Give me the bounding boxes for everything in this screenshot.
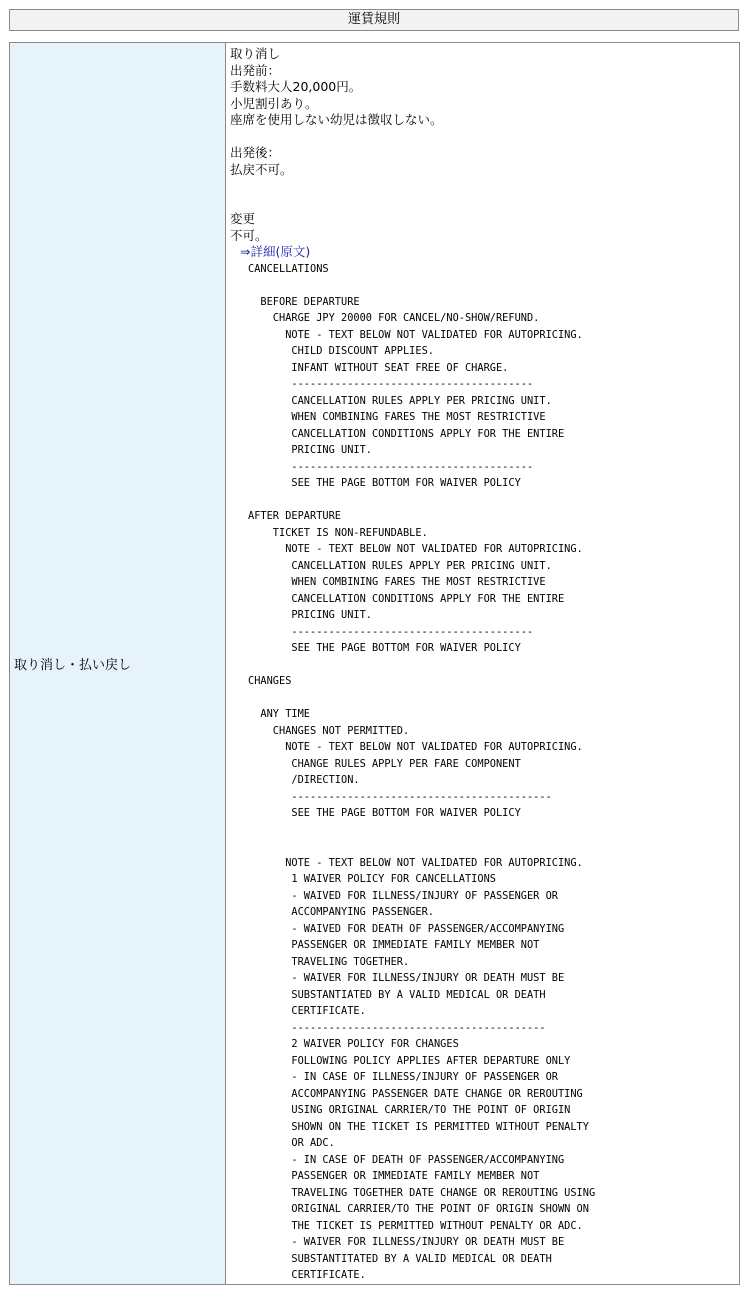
original-text-line: NOTE - TEXT BELOW NOT VALIDATED FOR AUTOPRICING.: [248, 543, 583, 555]
original-text-line: SUBSTANTITATED BY A VALID MEDICAL OR DEATH: [248, 1252, 552, 1265]
original-text-line: [248, 690, 739, 707]
original-text-line: -----------------------------------------: [248, 1021, 546, 1034]
original-text-line: [248, 657, 739, 674]
original-text-line: CANCELLATION CONDITIONS APPLY FOR THE ENTIRE: [248, 427, 565, 440]
original-text-line: - WAIVED FOR DEATH OF PASSENGER/ACCOMPANYING: [248, 922, 565, 935]
original-text-line: CHANGES: [248, 675, 292, 687]
original-text-line: CANCELLATION RULES APPLY PER PRICING UNIT.: [248, 394, 552, 407]
original-text-line: - WAIVED FOR ILLNESS/INJURY OF PASSENGER OR: [248, 889, 558, 902]
original-text-line: [248, 838, 739, 855]
original-text-line: CERTIFICATE.: [248, 1005, 366, 1017]
original-text-line: INFANT WITHOUT SEAT FREE OF CHARGE.: [248, 361, 509, 374]
original-text-line: THE TICKET IS PERMITTED WITHOUT PENALTY OR ADC.: [248, 1219, 583, 1232]
original-text-line: CHILD DISCOUNT APPLIES.: [248, 345, 434, 357]
original-text-line: ANY TIME: [248, 708, 310, 720]
original-text-line: PRICING UNIT.: [248, 609, 372, 621]
original-text-line: 2 WAIVER POLICY FOR CHANGES: [248, 1038, 459, 1050]
summary-line: [230, 129, 739, 146]
original-text-line: WHEN COMBINING FARES THE MOST RESTRICTIVE: [248, 411, 546, 423]
original-text-line: [248, 492, 739, 509]
original-text-line: PRICING UNIT.: [248, 444, 372, 456]
original-text-line: ---------------------------------------: [248, 625, 534, 638]
original-text-line: TRAVELING TOGETHER DATE CHANGE OR REROUTING USING: [248, 1186, 596, 1199]
original-text-line: /DIRECTION.: [248, 774, 360, 786]
original-text-line: [248, 822, 739, 839]
rule-summary: [226, 43, 739, 261]
original-text-line: CHANGE RULES APPLY PER FARE COMPONENT: [248, 757, 521, 770]
original-text-line: FOLLOWING POLICY APPLIES AFTER DEPARTURE ONLY: [248, 1054, 571, 1067]
original-text-line: - WAIVER FOR ILLNESS/INJURY OR DEATH MUST BE: [248, 1236, 565, 1248]
summary-line: 不可。: [230, 227, 268, 243]
summary-line: 取り消し: [230, 46, 281, 61]
original-text-line: PASSENGER OR IMMEDIATE FAMILY MEMBER NOT: [248, 939, 540, 951]
original-text-line: TRAVELING TOGETHER.: [248, 955, 410, 968]
original-text-line: BEFORE DEPARTURE: [248, 295, 360, 308]
original-text-line: [248, 277, 739, 294]
summary-line: 小児割引あり。: [230, 95, 318, 111]
original-text-line: SHOWN ON THE TICKET IS PERMITTED WITHOUT PENALTY: [248, 1120, 589, 1133]
original-text-line: NOTE - TEXT BELOW NOT VALIDATED FOR AUTOPRICING.: [248, 856, 583, 869]
original-text-line: SEE THE PAGE BOTTOM FOR WAIVER POLICY: [248, 807, 521, 819]
original-text-line: - IN CASE OF DEATH OF PASSENGER/ACCOMPANYING: [248, 1153, 565, 1166]
summary-line: 変更: [230, 211, 256, 226]
original-text-line: - IN CASE OF ILLNESS/INJURY OF PASSENGER OR: [248, 1071, 558, 1083]
summary-line: 出発後：: [230, 145, 281, 160]
summary-line: 座席を使用しない幼児は徴収しない。: [230, 112, 443, 127]
original-text-line: NOTE - TEXT BELOW NOT VALIDATED FOR AUTOPRICING.: [248, 328, 583, 341]
original-text-line: SUBSTANTIATED BY A VALID MEDICAL OR DEATH: [248, 988, 546, 1001]
original-text-line: ---------------------------------------: [248, 378, 534, 390]
original-text-line: SEE THE PAGE BOTTOM FOR WAIVER POLICY: [248, 477, 521, 489]
page-title: 運賃規則: [9, 9, 739, 31]
table-row: [10, 43, 740, 1285]
original-text-line: ACCOMPANYING PASSENGER.: [248, 906, 434, 918]
original-rule-text: [226, 261, 739, 1284]
original-text-line: ACCOMPANYING PASSENGER DATE CHANGE OR REROUTING: [248, 1087, 583, 1100]
summary-line: 手数料大人20,000円。: [230, 79, 362, 94]
rule-content: [226, 43, 740, 1285]
original-text-line: CANCELLATION CONDITIONS APPLY FOR THE ENTIRE: [248, 592, 565, 605]
summary-line: 出発前：: [230, 62, 281, 78]
original-text-line: ORIGINAL CARRIER/TO THE POINT OF ORIGIN SHOWN ON: [248, 1203, 589, 1215]
original-text-line: SEE THE PAGE BOTTOM FOR WAIVER POLICY: [248, 642, 521, 654]
summary-line: [230, 195, 739, 212]
original-text-line: WHEN COMBINING FARES THE MOST RESTRICTIVE: [248, 576, 546, 588]
detail-original-link[interactable]: ⇒詳細(原文): [240, 244, 311, 259]
original-text-line: ---------------------------------------: [248, 460, 534, 473]
original-text-line: CANCELLATION RULES APPLY PER PRICING UNIT.: [248, 559, 552, 572]
original-text-line: NOTE - TEXT BELOW NOT VALIDATED FOR AUTOPRICING.: [248, 741, 583, 753]
original-text-line: CHANGES NOT PERMITTED.: [248, 724, 410, 737]
original-text-line: TICKET IS NON-REFUNDABLE.: [248, 526, 428, 539]
original-text-line: CERTIFICATE.: [248, 1269, 366, 1281]
original-text-line: PASSENGER OR IMMEDIATE FAMILY MEMBER NOT: [248, 1170, 540, 1182]
original-text-line: USING ORIGINAL CARRIER/TO THE POINT OF ORIGIN: [248, 1104, 571, 1116]
original-text-line: CHARGE JPY 20000 FOR CANCEL/NO-SHOW/REFUND.: [248, 312, 540, 324]
original-text-line: 1 WAIVER POLICY FOR CANCELLATIONS: [248, 873, 496, 885]
rule-label: 取り消し・払い戻し: [10, 43, 226, 1285]
original-text-line: AFTER DEPARTURE: [248, 510, 341, 522]
original-text-line: ------------------------------------------: [248, 790, 552, 803]
original-text-line: OR ADC.: [248, 1137, 335, 1149]
original-text-line: CANCELLATIONS: [248, 262, 329, 275]
summary-line: [230, 178, 739, 195]
fare-rules-table: [9, 42, 740, 1285]
original-text-line: - WAIVER FOR ILLNESS/INJURY OR DEATH MUST BE: [248, 972, 565, 984]
summary-line: 払戻不可。: [230, 161, 293, 177]
